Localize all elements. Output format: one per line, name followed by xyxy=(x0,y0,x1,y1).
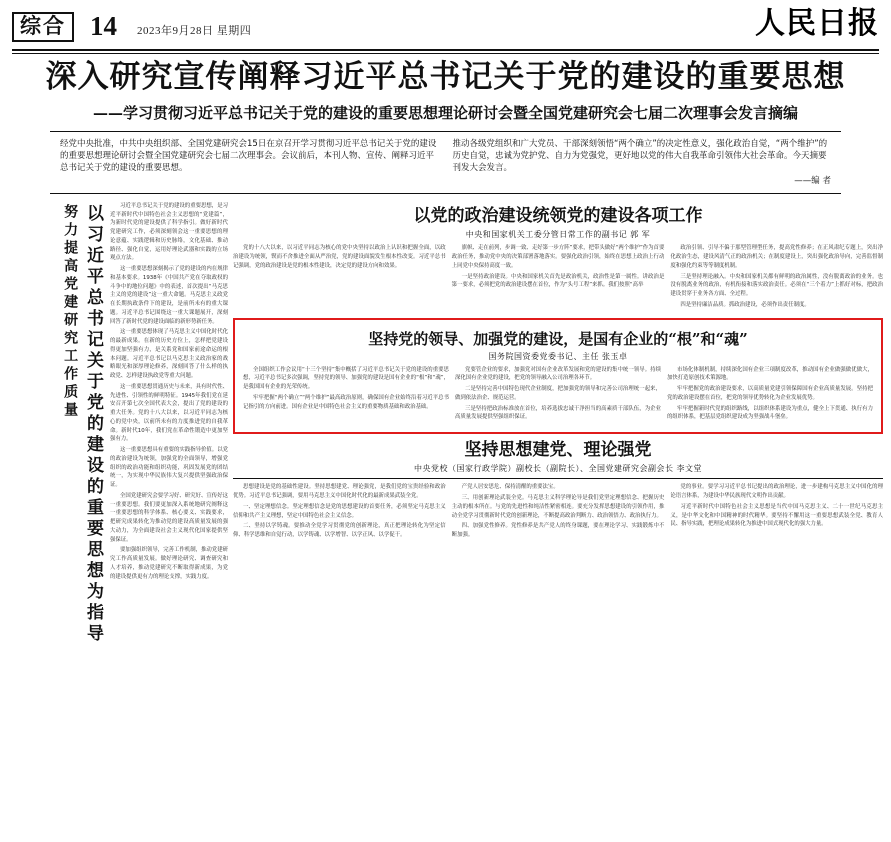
page-headline: 深入研究宣传阐释习近平总书记关于党的建设的重要思想 xyxy=(45,59,846,95)
article-body-column xyxy=(233,244,446,311)
article-byline: 中央党校（国家行政学院）副校长（副院长）、全国党建研究会副会长 李文堂 xyxy=(413,464,703,474)
page-number: 14 xyxy=(90,11,117,41)
article-body xyxy=(233,244,883,311)
paragraph: 四、加强党性修养。党性修养是共产党人的终身课题，要在理论学习、实践锻炼中不断加强。 xyxy=(451,523,665,539)
paragraph: 牢牢把握党的政治建设要求，以高质量党建引领保障国有企业高质量发展。坚持把党的政治建设摆在首位，把党的领导优势转化为企业发展优势。 xyxy=(667,386,873,401)
article-byline: 国务院国资委党委书记、主任 张玉卓 xyxy=(488,351,628,361)
article-divider xyxy=(233,478,883,479)
paragraph: 三是坚持理论融入。中央和国家机关都有鲜明的政治属性，没有脱离政治的业务。也没有脱离业务的政治，有机衔接和落实政治责任。必须在“三个着力”上抓好对标，把政治建设贯穿于业务各方面、全过程。 xyxy=(670,273,884,298)
newspaper-brand: 人民日报 xyxy=(755,6,879,41)
article-byline: 中央和国家机关工委分管日常工作的副书记 郭 军 xyxy=(465,230,651,240)
paragraph: 政治引领、引导不偏于那型管理型任务，提高党性修养；在正风肃纪专题上，突出净化政治生态，建设风清气正的政治机关；在制度建设上，突出强化政治导向，完善监督制度和强化约束等等制度机制。 xyxy=(670,245,884,269)
left-paragraph: 这一重要思想深刻揭示了党的建设的内在规律和基本要求。1938年《中国共产党在夺取政权的斗争中的地位问题》中的表述，首次提出“马克思主义的党的建设”这一重大命题。马克思主义政党在长期执政条件下的建设，是前所未有的重大课题。习近平总书记围绕这一重大课题展开，深刻回答了新时代党的建设面临的新形势新任务。 xyxy=(110,266,228,325)
paragraph: 牢牢把握“两个确立”“两个维护”最高政治原则，确保国有企业始终沿着习近平总书记指引的方向前进。国有企业是中国特色社会主义的重要物质基础和政治基础。 xyxy=(243,394,449,410)
paragraph: 牢牢把握新时代党的组织路线，以组织体系建设为重点，健全上下贯通、执行有力的组织体系，把基层党组织建设成为坚强战斗堡垒。 xyxy=(667,405,873,421)
body-grid xyxy=(8,202,883,818)
left-paragraph: 这一重要思想具有重要的实践指导价值。以党的政治建设为统领，加强党的全面领导，增强党组织的政治功能和组织功能，巩固发展党的团结统一，为实现中华民族伟大复兴提供坚强政治保证。 xyxy=(110,447,228,489)
paragraph: 党的事业。要学习习近平总书记提出的政治理论，进一步建构马克思主义中国化的理论语言体系，为建设中华民族现代文明作出贡献。 xyxy=(670,484,884,500)
paragraph: 一、坚定理想信念。坚定理想信念是党的思想建设的首要任务，必须坚定马克思主义信仰和共产主义理想，坚定中国特色社会主义信念。 xyxy=(233,503,446,519)
left-paragraph: 这一重要思想贯通历史与未来，具有时代性、先进性、引领性的鲜明特征。1945年我们党在延安召开第七次全国代表大会，提出了党的建设的重大任务。党的十八大以来，以习近平同志为核心的党中央，以前所未有的力度推进党的自我革命。新时代10年，我们党在革命性锻造中更加坚强有力。 xyxy=(110,383,228,443)
paragraph: 三是坚持把政治标准放在首位，培养选拔忠诚干净担当的高素质干部队伍，为企业高质量发展提供坚强组织保证。 xyxy=(455,405,661,421)
section-label: 综合 xyxy=(12,12,74,42)
masthead-rule-thick xyxy=(12,49,879,51)
editor-note-right-text: 推动各级党组织和广大党员、干部深刻领悟“两个确立”的决定性意义，强化政治自觉，“两个维护”的历史自觉，忠诚为党护党、自力为党强党，更好地以党的伟大自我革命引领伟大社会革命。今天摘要刊发大会发言。 xyxy=(452,138,828,174)
vertical-headline-secondary: 努力提高党建研究工作质量 xyxy=(62,203,79,420)
issue-date: 2023年9月28日 星期四 xyxy=(137,25,252,37)
article-body-column xyxy=(233,483,446,542)
article-body-column xyxy=(452,483,665,542)
article-body-column xyxy=(670,244,883,311)
article-columns xyxy=(110,202,883,818)
article-body-column xyxy=(452,244,665,311)
left-paragraph: 全国党建研究会要学习好、研究好、宣传好这一重要思想。我们要更加深入系统地研究阐释这一重要思想的科学体系、核心要义、实践要求，把研究成果转化为推动党的建设高质量发展的强大动力，为全面建设社会主义现代化国家提供坚强保证。 xyxy=(110,492,228,543)
paragraph: 四是坚持廉洁品质。抓政治建设，必须作出责任制度。 xyxy=(680,301,810,308)
paragraph: 二是坚持完善中国特色现代企业制度，把加强党的领导和完善公司治理统一起来，做到依法治企、规范运营。 xyxy=(455,386,661,401)
article-political-building xyxy=(233,206,883,312)
paragraph: 产党人居安思危、保持清醒的重要法宝。 xyxy=(461,484,559,491)
paragraph: 党的十八大以来，以习近平同志为核心的党中央坚持以政治上认识和把握全面，以政治建设为统领，锲而不舍推进全面从严治党，党的建设面貌发生根本性改变。习近平总书记强调，党的政治建设是党的根本性建设，决定党的建设方向和效果。 xyxy=(233,245,446,269)
article-soe-highlight xyxy=(233,318,883,435)
vertical-headline-strip xyxy=(8,202,104,818)
editor-note xyxy=(50,131,841,194)
paragraph: 市场化体制机制，持续深化国有企业三项制度改革，推动国有企业做强做优做大，加快打造原创技术策源地。 xyxy=(667,366,873,382)
left-paragraph: 这一重要思想体现了马克思主义中国化时代化的最新成果。在新的历史方位上，怎样把党建设得更加坚强有力，是关系党和国家前途命运的根本问题。习近平总书记以马克思主义政治家的战略眼光和深厚理论修养，深刻回答了什么样的执政党、怎样建设执政党等重大问题。 xyxy=(110,329,228,380)
page-subheadline: ——学习贯彻习近平总书记关于党的建设的重要思想理论研讨会暨全国党建研究会七届二次理事会发言摘编 xyxy=(92,103,798,122)
editor-note-left: 经党中央批准，中共中央组织部、全国党建研究会15日在京召开学习贯彻习近平总书记关于党的建设的重要思想理论研讨会暨全国党建研究会七届二次理事会。会议前后，本刊人物、宣传、阐释习近平总书记关于党的建设的重要思想。 xyxy=(60,138,437,174)
paragraph: 旗帜、走在前列，步调一致、走好第一步方阵”要求，把带头做好“两个维护”作为首要政治任务，推动党中央的决策部署落地落实。要强化政治引领，始终在思想上政治上行动上同党中央保持高度一致。 xyxy=(451,245,665,269)
paragraph: 习近平新时代中国特色社会主义思想是当代中国马克思主义、二十一世纪马克思主义，是中华文化和中国精神的时代精华。要坚持不懈用这一重要思想武装全党、教育人民、指导实践，把理论成果转化为推进中国式现代化的强大力量。 xyxy=(670,503,884,528)
paragraph: 三、用创新理论武装全党。马克思主义科学理论导是我们党坚定理想信念、把握历史主动的根本所在。与党的先进性和纯洁性紧密相连。要充分发挥思想建设的引领作用，推动全党学习贯彻新时代党的创新理论，不断提高政治判断力、政治领悟力、政治执行力。 xyxy=(451,495,665,519)
article-body-column xyxy=(455,366,661,425)
paragraph: 全国组织工作会议用“十三个坚持”集中概括了习近平总书记关于党的建设的重要思想，习近平总书记多次强调，坚持党的领导、加强党的建设是国有企业的“根”和“魂”，是我国国有企业的光荣传统。 xyxy=(243,366,449,391)
masthead xyxy=(8,0,883,46)
article-title: 坚持党的领导、加强党的建设，是国有企业的“根”和“魂” xyxy=(368,329,748,348)
editor-note-right xyxy=(453,138,832,187)
paragraph: 党要管企业的要求，加强党对国有企业改革发展和党的建设的集中统一领导。持续深化国有企业党的建设，把党的领导融入公司治理各环节。 xyxy=(455,366,661,382)
article-body xyxy=(243,366,873,425)
vertical-headline-primary: 以习近平总书记关于党的建设的重要思想为指导 xyxy=(83,203,103,645)
left-paragraph: 要加强组织领导，完善工作机制，推动党建研究工作高质量发展。做好理论研究、调查研究和人才培养，推动党建研究不断取得新成果，为党的建设提供更有力的理论支撑，实践力度。 xyxy=(110,547,228,580)
main-article-region xyxy=(233,202,883,818)
article-body-column xyxy=(243,366,449,425)
article-ideological-building xyxy=(233,440,883,542)
article-body-column xyxy=(667,366,873,425)
left-text-column xyxy=(110,202,228,818)
editor-note-signature: ——编 者 xyxy=(794,175,831,186)
left-paragraph: 习近平总书记关于党的建设的重要思想，是习近平新时代中国特色社会主义思想的“党建篇”，为新时代党的建设提供了科学指引。做好新时代党建研究工作，必须深刻领会这一重要思想的理论意蕴、实践逻辑和历史脉络，文化基础、推动路径、强化自觉，运用好理论武器和实践的立场观点方法。 xyxy=(110,202,228,262)
paragraph: 二、坚持以学铸魂。要推动全党学习贯彻党的创新理论，真正把理论转化为坚定信仰、科学思维和自觉行动，以学铸魂、以学增智、以学正风、以学促干。 xyxy=(233,523,446,539)
paragraph: 思想建设是党的基础性建设。坚持思想建党、理论强党，是我们党的宝贵经验和政治优势。习近平总书记强调，要用马克思主义中国化时代化的最新成果武装全党。 xyxy=(233,484,446,500)
article-title: 以党的政治建设统领党的建设各项工作 xyxy=(413,205,703,226)
article-body-column xyxy=(670,483,883,542)
article-title: 坚持思想建党、理论强党 xyxy=(464,440,652,461)
paragraph: 一是坚持政治建设。中央和国家机关首先是政治机关，政治性是第一属性。讲政治是第一要求，必须把党的政治建设摆在首位，作为“头号工程”来抓。我们按照“高举 xyxy=(451,273,665,289)
article-body xyxy=(233,483,883,542)
masthead-rule-thin xyxy=(12,53,879,54)
